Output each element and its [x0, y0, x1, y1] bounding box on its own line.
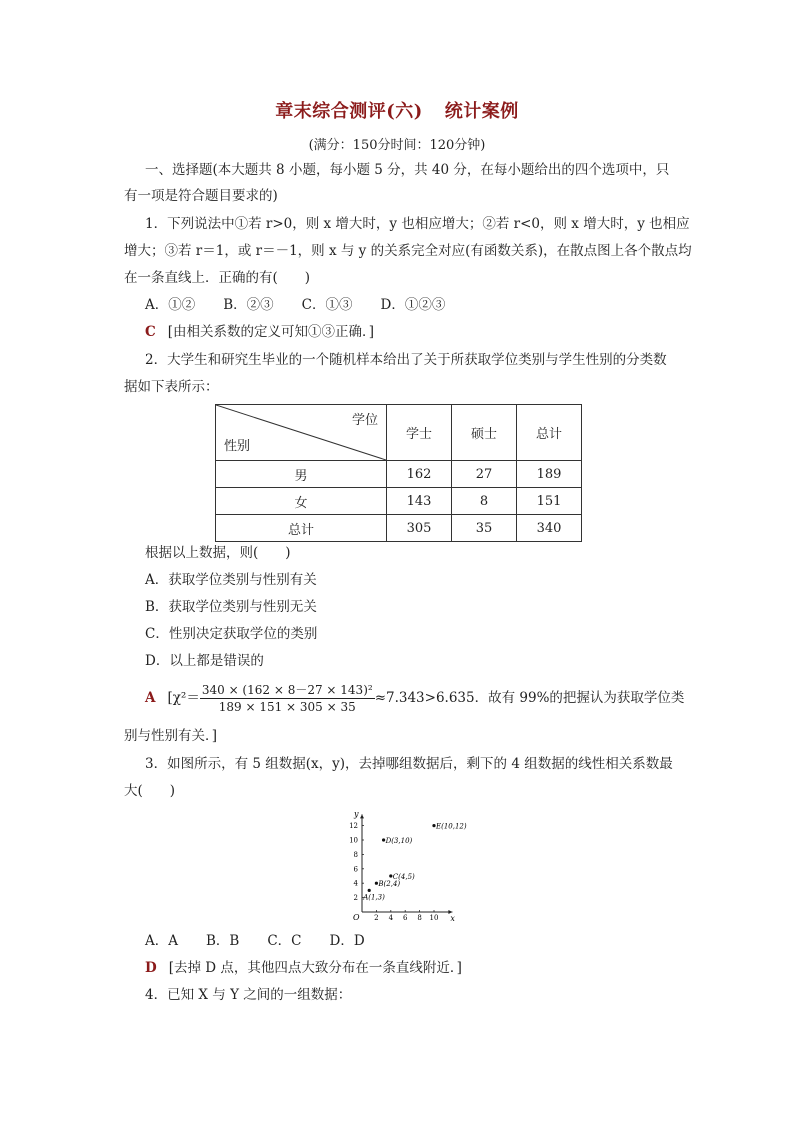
- q2-answer: A: [145, 690, 156, 706]
- point-label: C(4,5): [392, 873, 415, 881]
- contingency-table: [215, 404, 582, 542]
- page-subtitle: (满分：150分时间：120分钟): [308, 138, 486, 153]
- section-heading-line1: 一、选择题(本大题共 8 小题，每小题 5 分，共 40 分，在每小题给出的四个选项中，只: [145, 162, 670, 178]
- y-tick-label: 4: [353, 879, 358, 888]
- x-tick-label: 10: [429, 914, 439, 922]
- q1-answer-line: [145, 322, 374, 342]
- point-label: E(10,12): [436, 822, 467, 831]
- q3-explanation: [去掉 D 点，其他四点大致分布在一条直线附近．]: [168, 960, 462, 976]
- corner-top-label: 学位: [351, 413, 378, 428]
- table-row: [216, 461, 582, 488]
- q1-option-b: B．②③: [223, 297, 274, 313]
- fraction-numerator: 340 × (162 × 8－27 × 143)²: [201, 683, 373, 697]
- point-label: A(1,3): [363, 893, 385, 902]
- q3-option-d: D．D: [329, 933, 365, 949]
- table-cell: 340: [517, 515, 582, 542]
- table-cell: 143: [387, 488, 452, 515]
- q3-options: [145, 931, 393, 951]
- q3-option-c: C．C: [267, 933, 302, 949]
- x-axis-label: x: [450, 914, 455, 923]
- q2-line1: 2．大学生和研究生毕业的一个随机样本给出了关于所获取学位类别与学生性别的分类数: [145, 352, 667, 368]
- y-tick-label: 2: [353, 894, 358, 903]
- q1-answer: C: [145, 324, 156, 340]
- q2-expl-suffix: ≈7.343>6.635．故有 99%的把握认为获取学位类: [374, 690, 685, 706]
- table-cell: 189: [517, 461, 582, 488]
- q1-option-c: C．①③: [301, 297, 353, 313]
- table-header-cell: 硕士: [452, 405, 517, 461]
- title-topic: 统计案例: [444, 101, 519, 122]
- q1-line1: 1．下列说法中①若 r>0，则 x 增大时，y 也相应增大；②若 r<0，则 x 增大时，y 也相应: [145, 216, 690, 232]
- y-tick-label: 6: [353, 865, 358, 874]
- point-label: D(3,10): [385, 837, 413, 845]
- q1-option-a: A．①②: [145, 297, 196, 313]
- q4-line1: 4．已知 X 与 Y 之间的一组数据：: [145, 987, 352, 1003]
- q2-option-c: C．性别决定获取学位的类别: [145, 626, 318, 642]
- q2-expl-prefix: [χ²＝: [167, 690, 200, 706]
- table-cell: 162: [387, 461, 452, 488]
- y-axis-label: y: [354, 809, 359, 819]
- page-title: [0, 97, 794, 123]
- table-cell: 305: [387, 515, 452, 542]
- q1-option-d: D．①②③: [380, 297, 446, 313]
- origin-label: O: [353, 913, 360, 922]
- corner-bottom-label: 性别: [224, 439, 251, 454]
- q2-prompt: 根据以上数据，则( ): [145, 545, 291, 561]
- table-header-cell: 总计: [517, 405, 582, 461]
- table-header-row: [216, 405, 582, 461]
- fraction-denominator: 189 × 151 × 305 × 35: [218, 700, 356, 714]
- q3-option-b: B．B: [206, 933, 240, 949]
- table-header-cell: 学士: [387, 405, 452, 461]
- chi-square-fraction: [200, 682, 375, 715]
- y-tick-label: 12: [349, 822, 358, 831]
- x-tick-label: 4: [388, 914, 394, 922]
- q1-explanation: [由相关系数的定义可知①③正确．]: [167, 324, 375, 340]
- scatter-point: [368, 889, 371, 892]
- q1-options: [145, 295, 473, 315]
- section-heading-line2: 有一项是符合题目要求的): [124, 188, 278, 204]
- table-row: [216, 488, 582, 515]
- table-row-label: 女: [216, 488, 387, 515]
- q3-option-a: A．A: [145, 933, 178, 949]
- x-tick-label: 2: [374, 914, 379, 922]
- q2-option-d: D．以上都是错误的: [145, 653, 264, 669]
- title-main: 章末综合测评(六): [275, 101, 423, 122]
- q3-answer-line: [145, 958, 462, 978]
- table-cell: 151: [517, 488, 582, 515]
- q2-expl-line2: 别与性别有关．]: [124, 728, 218, 744]
- q3-line1: 3．如图所示，有 5 组数据(x，y)，去掉哪组数据后，剩下的 4 组数据的线性相关系数最: [145, 756, 673, 772]
- q2-option-a: A．获取学位类别与性别有关: [145, 572, 317, 588]
- y-axis-arrow: [360, 814, 364, 818]
- x-tick-label: 6: [402, 914, 408, 922]
- y-tick-label: 8: [353, 850, 358, 859]
- table-cell: 27: [452, 461, 517, 488]
- table-row-label: 总计: [216, 515, 387, 542]
- q2-line2: 据如下表所示：: [124, 379, 219, 395]
- table-cell: 35: [452, 515, 517, 542]
- table-row-label: 男: [216, 461, 387, 488]
- scatter-plot: [340, 800, 470, 925]
- x-tick-label: 8: [417, 914, 422, 922]
- q1-line2: 增大；③若 r＝1，或 r＝－1，则 x 与 y 的关系完全对应(有函数关系)，在散点图上各个散点均: [124, 243, 692, 259]
- table-corner-cell: [216, 405, 387, 461]
- q3-answer: D: [145, 960, 157, 976]
- table-cell: 8: [452, 488, 517, 515]
- point-label: B(2,4): [378, 880, 401, 889]
- table-row: [216, 515, 582, 542]
- y-tick-label: 10: [349, 836, 358, 845]
- q1-line3: 在一条直线上．正确的有( ): [124, 270, 311, 286]
- q2-answer-line: [145, 678, 684, 718]
- q2-option-b: B．获取学位类别与性别无关: [145, 599, 317, 615]
- q3-line2: 大( ): [124, 783, 176, 799]
